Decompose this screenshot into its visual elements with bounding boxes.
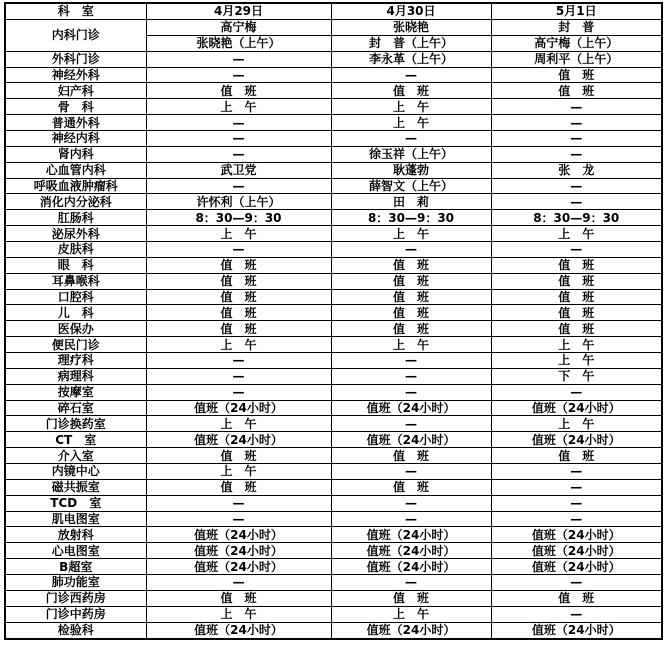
table-row: [5, 99, 662, 115]
value-cell: —: [331, 495, 491, 511]
dept-cell: 普通外科: [5, 115, 146, 131]
value-cell: 值班（24小时）: [146, 527, 331, 543]
dept-cell: 门诊中药房: [5, 606, 146, 622]
table-row: [5, 289, 662, 305]
value-cell: 高宁梅（上午）: [491, 35, 662, 51]
value-cell: 值班（24小时）: [146, 559, 331, 575]
value-cell: 值 班: [491, 257, 662, 273]
value-cell: 张 龙: [491, 162, 662, 178]
value-cell: 值 班: [146, 289, 331, 305]
table-row: [5, 67, 662, 83]
table-row: [5, 130, 662, 146]
table-row: [5, 146, 662, 162]
dept-cell: CT 室: [5, 432, 146, 448]
value-cell: 武卫党: [146, 162, 331, 178]
value-cell: 张晓艳: [331, 19, 491, 35]
value-cell: —: [491, 146, 662, 162]
value-cell: —: [491, 575, 662, 591]
value-cell: 上 午: [331, 337, 491, 353]
value-cell: —: [331, 368, 491, 384]
value-cell: 值班（24小时）: [146, 432, 331, 448]
value-cell: 值班（24小时）: [491, 527, 662, 543]
header-date-1: 4月29日: [146, 3, 331, 19]
table-row: [5, 416, 662, 432]
header-dept: 科 室: [5, 3, 146, 19]
value-cell: 值班（24小时）: [331, 432, 491, 448]
value-cell: —: [331, 384, 491, 400]
value-cell: —: [331, 130, 491, 146]
value-cell: 值 班: [491, 305, 662, 321]
value-cell: 上 午: [331, 226, 491, 242]
dept-cell: 骨 科: [5, 99, 146, 115]
value-cell: 上 午: [331, 99, 491, 115]
dept-cell: 神经外科: [5, 67, 146, 83]
value-cell: —: [491, 464, 662, 480]
value-cell: 高宁梅: [146, 19, 331, 35]
value-cell: —: [491, 178, 662, 194]
value-cell: 值 班: [146, 590, 331, 606]
value-cell: 值 班: [146, 273, 331, 289]
dept-cell: 眼 科: [5, 257, 146, 273]
dept-cell: 妇产科: [5, 83, 146, 99]
dept-cell: 泌尿外科: [5, 226, 146, 242]
dept-cell: 内科门诊: [5, 19, 146, 51]
table-row: [5, 400, 662, 416]
value-cell: 值 班: [491, 67, 662, 83]
value-cell: —: [146, 353, 331, 369]
value-cell: —: [491, 99, 662, 115]
value-cell: 上 午: [331, 606, 491, 622]
value-cell: 值 班: [146, 479, 331, 495]
table-row: [5, 511, 662, 527]
value-cell: 张晓艳（上午）: [146, 35, 331, 51]
header-date-3: 5月1日: [491, 3, 662, 19]
value-cell: —: [331, 511, 491, 527]
table-row: [5, 590, 662, 606]
table-row: [5, 321, 662, 337]
value-cell: —: [491, 194, 662, 210]
value-cell: —: [146, 511, 331, 527]
table-row: [5, 194, 662, 210]
value-cell: 值 班: [331, 257, 491, 273]
value-cell: —: [146, 242, 331, 258]
table-row: [5, 575, 662, 591]
dept-cell: 神经内科: [5, 130, 146, 146]
value-cell: 值 班: [146, 321, 331, 337]
value-cell: 许怀利（上午）: [146, 194, 331, 210]
dept-cell: 皮肤科: [5, 242, 146, 258]
value-cell: —: [491, 511, 662, 527]
dept-cell: 肾内科: [5, 146, 146, 162]
value-cell: 值班（24小时）: [146, 622, 331, 639]
table-row: [5, 432, 662, 448]
value-cell: 值班（24小时）: [146, 400, 331, 416]
value-cell: 值 班: [491, 289, 662, 305]
dept-cell: 按摩室: [5, 384, 146, 400]
value-cell: 上 午: [146, 99, 331, 115]
table-row: [5, 210, 662, 226]
dept-cell: 心电图室: [5, 543, 146, 559]
value-cell: 上 午: [491, 337, 662, 353]
value-cell: —: [146, 575, 331, 591]
value-cell: 8：30—9：30: [146, 210, 331, 226]
value-cell: 耿蓬勃: [331, 162, 491, 178]
value-cell: —: [331, 575, 491, 591]
value-cell: 8：30—9：30: [331, 210, 491, 226]
value-cell: 值班（24小时）: [146, 543, 331, 559]
value-cell: —: [146, 178, 331, 194]
dept-cell: 磁共振室: [5, 479, 146, 495]
value-cell: 值班（24小时）: [331, 527, 491, 543]
value-cell: 上 午: [146, 337, 331, 353]
value-cell: 值 班: [331, 590, 491, 606]
dept-cell: 心血管内科: [5, 162, 146, 178]
value-cell: —: [491, 606, 662, 622]
value-cell: 值 班: [491, 273, 662, 289]
value-cell: —: [146, 495, 331, 511]
table-row: [5, 115, 662, 131]
value-cell: 李永革（上午）: [331, 51, 491, 67]
table-row: [5, 305, 662, 321]
value-cell: 值 班: [491, 448, 662, 464]
value-cell: —: [146, 115, 331, 131]
value-cell: 8：30—9：30: [491, 210, 662, 226]
value-cell: 值 班: [331, 289, 491, 305]
value-cell: 上 午: [146, 416, 331, 432]
value-cell: 封 普: [491, 19, 662, 35]
dept-cell: 内镜中心: [5, 464, 146, 480]
dept-cell: 门诊西药房: [5, 590, 146, 606]
value-cell: —: [146, 384, 331, 400]
value-cell: 值 班: [491, 83, 662, 99]
dept-cell: 呼吸血液肿瘤科: [5, 178, 146, 194]
header-row: [5, 3, 662, 19]
value-cell: 封 普（上午）: [331, 35, 491, 51]
value-cell: —: [491, 479, 662, 495]
dept-cell: 病理科: [5, 368, 146, 384]
value-cell: 薛智文（上午）: [331, 178, 491, 194]
table-row: [5, 559, 662, 575]
value-cell: —: [331, 67, 491, 83]
table-row: [5, 527, 662, 543]
value-cell: 值 班: [331, 305, 491, 321]
value-cell: —: [331, 464, 491, 480]
value-cell: 值班（24小时）: [331, 622, 491, 639]
dept-cell: 医保办: [5, 321, 146, 337]
value-cell: 上 午: [146, 464, 331, 480]
value-cell: —: [491, 384, 662, 400]
table-row: [5, 448, 662, 464]
value-cell: 值班（24小时）: [331, 400, 491, 416]
value-cell: 值班（24小时）: [491, 543, 662, 559]
value-cell: 值 班: [146, 83, 331, 99]
dept-cell: 碎石室: [5, 400, 146, 416]
value-cell: —: [491, 242, 662, 258]
dept-cell: 介入室: [5, 448, 146, 464]
value-cell: 值 班: [331, 83, 491, 99]
value-cell: 值 班: [491, 590, 662, 606]
value-cell: 上 午: [491, 226, 662, 242]
value-cell: —: [491, 115, 662, 131]
value-cell: 上 午: [491, 416, 662, 432]
value-cell: 上 午: [146, 226, 331, 242]
dept-cell: 便民门诊: [5, 337, 146, 353]
value-cell: —: [146, 67, 331, 83]
value-cell: 徐玉祥（上午）: [331, 146, 491, 162]
table-row: [5, 606, 662, 622]
value-cell: —: [331, 416, 491, 432]
dept-cell: 检验科: [5, 622, 146, 639]
header-date-2: 4月30日: [331, 3, 491, 19]
value-cell: 田 莉: [331, 194, 491, 210]
duty-schedule-table: [4, 2, 663, 640]
dept-cell: 口腔科: [5, 289, 146, 305]
table-row: [5, 242, 662, 258]
value-cell: —: [491, 130, 662, 146]
table-row: [5, 178, 662, 194]
value-cell: 值班（24小时）: [331, 543, 491, 559]
table-row: [5, 162, 662, 178]
value-cell: —: [491, 495, 662, 511]
dept-cell: 门诊换药室: [5, 416, 146, 432]
table-row: [5, 353, 662, 369]
value-cell: —: [146, 51, 331, 67]
table-row: [5, 257, 662, 273]
value-cell: 值 班: [331, 273, 491, 289]
table-row: [5, 19, 662, 35]
value-cell: 上 午: [331, 115, 491, 131]
value-cell: —: [146, 146, 331, 162]
value-cell: —: [331, 242, 491, 258]
table-row: [5, 368, 662, 384]
table-row: [5, 464, 662, 480]
table-row: [5, 226, 662, 242]
table-row: [5, 83, 662, 99]
dept-cell: 肛肠科: [5, 210, 146, 226]
value-cell: 值 班: [331, 479, 491, 495]
value-cell: 值班（24小时）: [491, 622, 662, 639]
value-cell: 值 班: [146, 448, 331, 464]
value-cell: —: [146, 130, 331, 146]
value-cell: 上 午: [491, 353, 662, 369]
value-cell: 下 午: [491, 368, 662, 384]
value-cell: 值 班: [146, 257, 331, 273]
value-cell: 值班（24小时）: [331, 559, 491, 575]
table-row: [5, 384, 662, 400]
table-row: [5, 337, 662, 353]
value-cell: —: [331, 353, 491, 369]
value-cell: 值 班: [331, 321, 491, 337]
value-cell: 上 午: [146, 606, 331, 622]
table-row: [5, 622, 662, 639]
table-row: [5, 51, 662, 67]
dept-cell: B超室: [5, 559, 146, 575]
dept-cell: 理疗科: [5, 353, 146, 369]
value-cell: 值 班: [146, 305, 331, 321]
dept-cell: 外科门诊: [5, 51, 146, 67]
value-cell: 值班（24小时）: [491, 400, 662, 416]
table-row: [5, 273, 662, 289]
value-cell: 值 班: [491, 321, 662, 337]
value-cell: 值班（24小时）: [491, 559, 662, 575]
value-cell: 值 班: [331, 448, 491, 464]
dept-cell: 放射科: [5, 527, 146, 543]
table-row: [5, 543, 662, 559]
dept-cell: 消化内分泌科: [5, 194, 146, 210]
table-row: [5, 479, 662, 495]
dept-cell: 肌电图室: [5, 511, 146, 527]
dept-cell: 肺功能室: [5, 575, 146, 591]
value-cell: 周利平（上午）: [491, 51, 662, 67]
dept-cell: 儿 科: [5, 305, 146, 321]
value-cell: 值班（24小时）: [491, 432, 662, 448]
dept-cell: TCD 室: [5, 495, 146, 511]
dept-cell: 耳鼻喉科: [5, 273, 146, 289]
table-row: [5, 495, 662, 511]
value-cell: —: [146, 368, 331, 384]
